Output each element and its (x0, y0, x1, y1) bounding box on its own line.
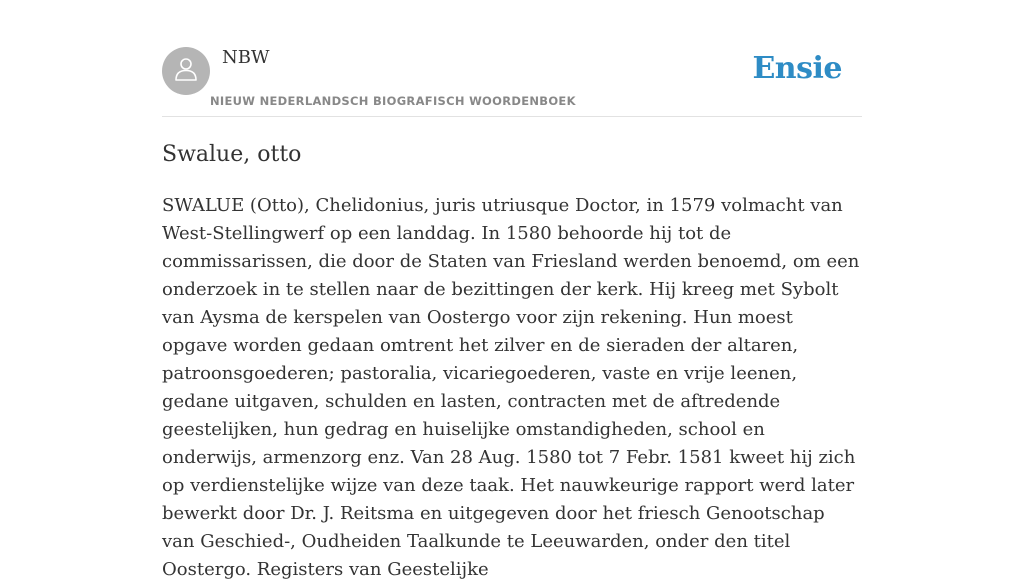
source-name[interactable]: NBW (222, 47, 270, 68)
article-body: SWALUE (Otto), Chelidonius, juris utriusque Doctor, in 1579 volmacht van West-Stellingwerf op een landdag. In 1580 behoorde hij tot de commissarissen, die door de Staten van Friesland werden benoemd, om een onderzoek in te stellen naar de bezittingen der kerk. Hij kreeg met Sybolt van Aysma de kerspelen van Oostergo voor zijn rekening. Hun moest opgave worden gedaan omtrent het zilver en de sieraden der altaren, patroonsgoederen; pastoralia, vicariegoederen, vaste en vrije leenen, gedane uitgaven, schulden en lasten, contracten met de aftredende geestelijken, hun gedrag en huiselijke omstandigheden, school en onderwijs, armenzorg enz. Van 28 Aug. 1580 tot 7 Febr. 1581 kweet hij zich op verdienstelijke wijze van deze taak. Het nauwkeurige rapport werd later bewerkt door Dr. J. Reitsma en uitgegeven door het friesch Genootschap van Geschied-, Oudheiden Taalkunde te Leeuwarden, onder den titel Oostergo. Registers van Geestelijke (162, 195, 860, 580)
source-subtitle: NIEUW NEDERLANDSCH BIOGRAFISCH WOORDENBOEK (210, 94, 576, 108)
brand-logo[interactable]: Ensie (752, 51, 842, 86)
user-silhouette-icon (172, 55, 200, 88)
article-title: Swalue, otto (162, 142, 302, 167)
source-header (162, 0, 862, 117)
source-avatar[interactable] (162, 47, 210, 95)
